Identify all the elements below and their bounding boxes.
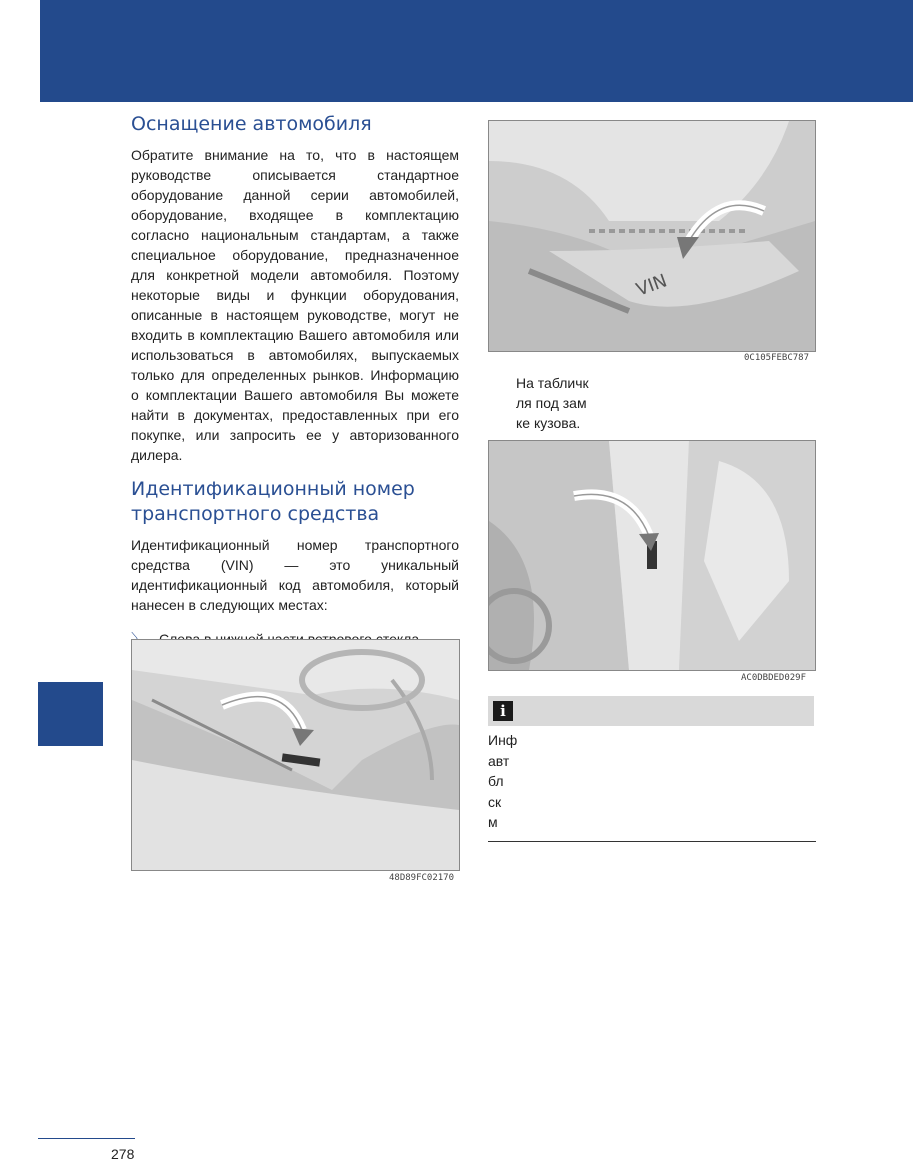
figure-code-windshield: 48D89FC02170	[389, 873, 455, 883]
figure-windshield-vin	[131, 639, 460, 871]
chapter-tab	[38, 682, 103, 746]
info-line: бл	[488, 773, 504, 789]
info-bar	[488, 696, 814, 726]
info-divider	[488, 841, 816, 842]
left-column	[131, 112, 459, 649]
info-text-fragment	[488, 730, 548, 833]
equipment-paragraph: Обратите внимание на то, что в настоящем руководстве описывается стандартное оборудование данной серии автомобилей, оборудование, входящее в комплектацию согласно национальным стандартам, а также специальное оборудование, предназначенное для конкретной модели автомобиля. Поэтому некоторые виды и функции оборудования, описанные в настоящем руководстве, могут не входить в комплектацию Вашего автомобиля или использоваться в автомобилях, выпускаемых только для определенных рынков. Информацию о комплектации Вашего автомобиля Вы можете найти в документах, предоставленных при его покупке, или запросить ее у авторизованного дилера.	[131, 147, 459, 463]
footer-rule	[38, 1138, 135, 1139]
vin-floor-label: VIN	[633, 270, 670, 301]
section-title-vin: Идентификационный номер транспортного средства	[131, 478, 415, 525]
figure-pillar-vin	[488, 440, 816, 671]
figure-code-floor: 0C105FEBC787	[744, 353, 810, 363]
section-title-equipment: Оснащение автомобиля	[131, 113, 372, 135]
header-band	[40, 0, 913, 102]
right-text-line: На табличк	[516, 375, 589, 391]
info-line: Инф	[488, 732, 518, 748]
page-number: 278	[111, 1146, 135, 1162]
windshield-illustration	[132, 640, 459, 870]
figure-code-pillar: AC0DBDED029F	[741, 673, 807, 683]
right-text-fragment	[516, 373, 606, 433]
info-line: ск	[488, 793, 502, 810]
right-text-line: ке кузова.	[516, 415, 581, 431]
floor-illustration	[489, 121, 815, 351]
vin-paragraph: Идентификационный номер транспортного средства (VIN) — это уникальный идентификационный код автомобиля, который нанесен в следующих местах:	[131, 537, 459, 613]
info-icon: i	[493, 701, 513, 721]
pillar-illustration	[489, 441, 815, 670]
info-line: м	[488, 814, 498, 830]
right-text-line: ля под зам	[516, 395, 587, 411]
info-line: авт	[488, 752, 510, 769]
figure-floor-vin	[488, 120, 816, 352]
